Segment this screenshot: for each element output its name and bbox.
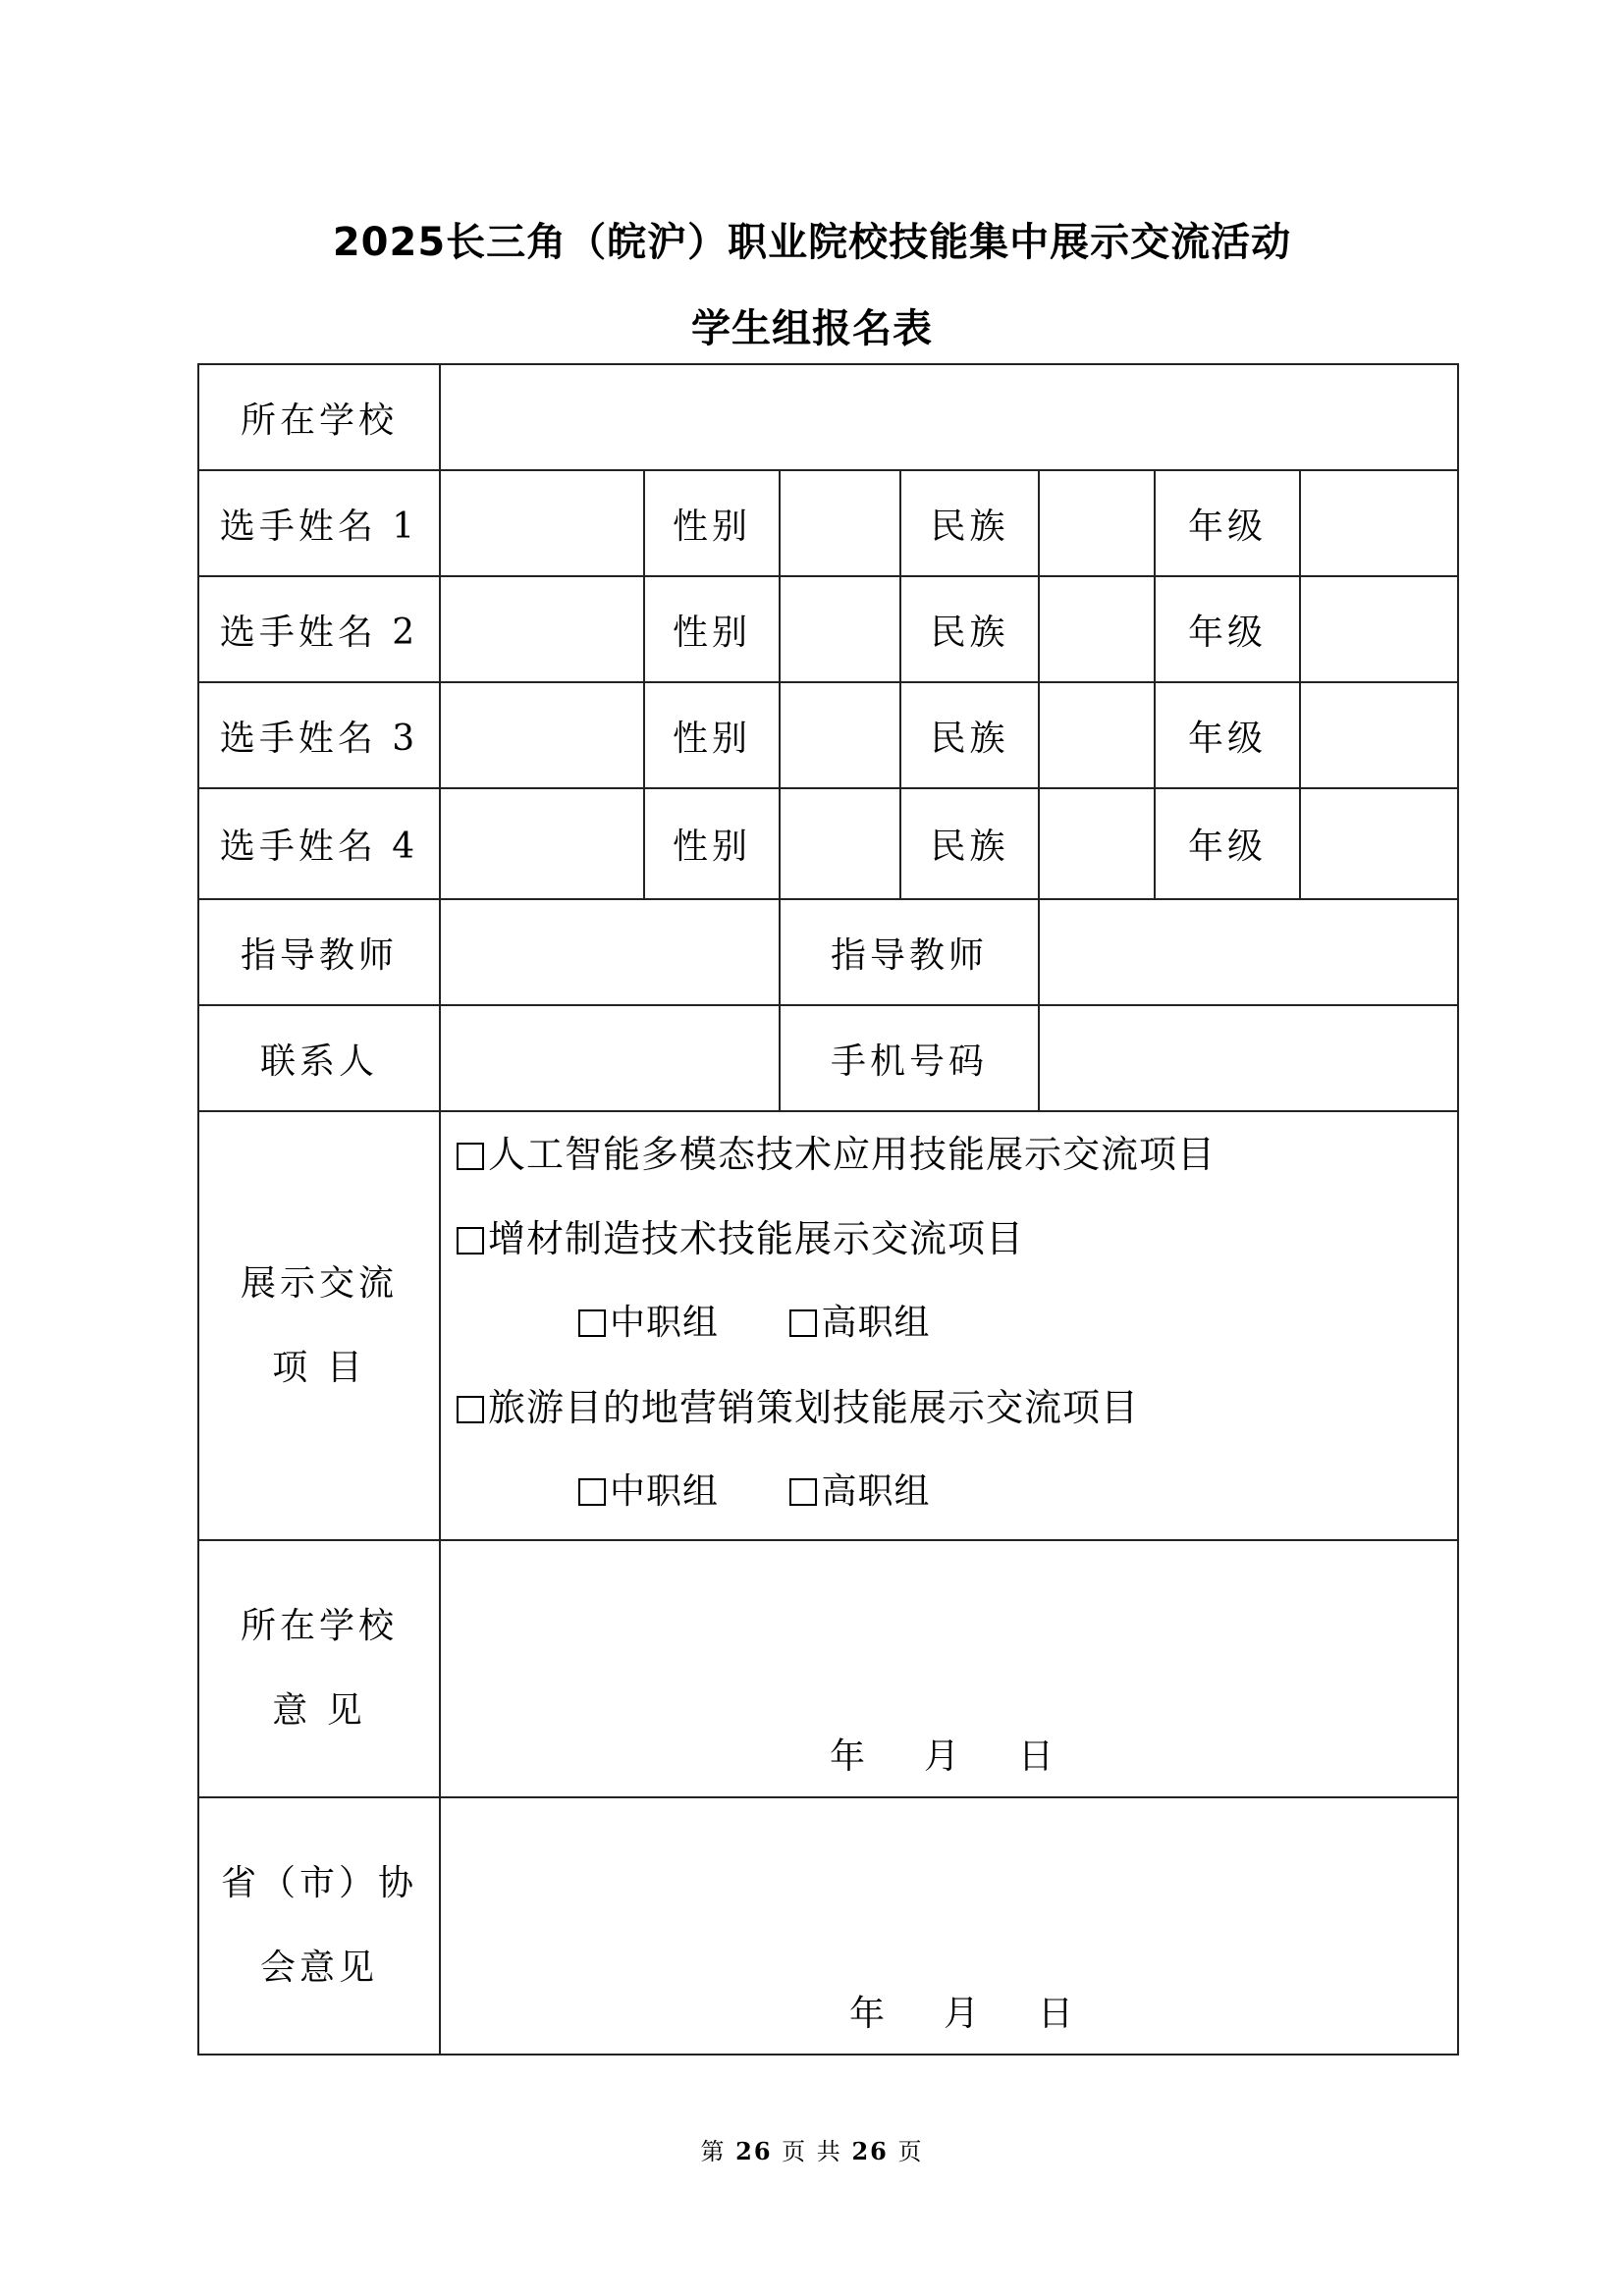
ethnicity-label: 民族: [900, 576, 1039, 682]
school-input-cell[interactable]: [440, 364, 1458, 470]
current-page-number: 26: [735, 2137, 773, 2165]
option-higher-label: 高职组: [821, 1303, 931, 1343]
grade-cell[interactable]: [1300, 682, 1458, 788]
association-opinion-label: [198, 1797, 440, 2055]
month-label: 月: [924, 1736, 960, 1777]
total-pages-number: 26: [851, 2137, 889, 2165]
player-row: [198, 470, 1458, 576]
player-name-label: 选手姓名 1: [198, 470, 440, 576]
checkbox-icon[interactable]: [578, 1309, 606, 1337]
ethnicity-cell[interactable]: [1039, 682, 1155, 788]
school-row: [198, 364, 1458, 470]
project-tourism[interactable]: [441, 1365, 1457, 1450]
instructor-row: [198, 899, 1458, 1005]
grade-cell[interactable]: [1300, 576, 1458, 682]
projects-cell: [440, 1111, 1458, 1540]
option-higher[interactable]: [789, 1281, 930, 1365]
player-name-label: 选手姓名 4: [198, 788, 440, 899]
association-opinion-date: [849, 1986, 1073, 2036]
projects-label-line1: 展示交流: [240, 1262, 398, 1304]
player-name-cell[interactable]: [440, 682, 644, 788]
checkbox-icon[interactable]: [578, 1478, 606, 1506]
option-secondary-label: 中职组: [610, 1471, 720, 1512]
year-label: 年: [830, 1736, 866, 1777]
association-opinion-label-line2: 会意见: [259, 1948, 378, 1988]
school-opinion-row: [198, 1540, 1458, 1797]
gender-cell[interactable]: [780, 682, 900, 788]
school-label: 所在学校: [198, 364, 440, 470]
project-ai[interactable]: [441, 1112, 1457, 1197]
player-name-cell[interactable]: [440, 470, 644, 576]
gender-label: 性别: [644, 470, 780, 576]
day-label: 日: [1018, 1736, 1055, 1777]
school-opinion-date: [830, 1729, 1054, 1779]
footer-prefix: 第: [700, 2138, 727, 2165]
gender-label: 性别: [644, 682, 780, 788]
instructor-label-1: 指导教师: [198, 899, 440, 1005]
checkbox-icon[interactable]: [789, 1478, 817, 1506]
school-opinion-cell[interactable]: [440, 1540, 1458, 1797]
instructor-cell-1[interactable]: [440, 899, 780, 1005]
option-secondary[interactable]: [578, 1281, 719, 1365]
option-higher[interactable]: [789, 1450, 930, 1534]
option-secondary[interactable]: [578, 1450, 719, 1534]
school-opinion-label: [198, 1540, 440, 1797]
player-row: [198, 576, 1458, 682]
year-label: 年: [849, 1994, 886, 2034]
association-opinion-row: [198, 1797, 1458, 2055]
projects-label: [198, 1111, 440, 1540]
grade-label: 年级: [1155, 682, 1300, 788]
grade-label: 年级: [1155, 470, 1300, 576]
footer-middle: 页 共: [782, 2138, 842, 2165]
player-name-cell[interactable]: [440, 576, 644, 682]
grade-cell[interactable]: [1300, 788, 1458, 899]
phone-label: 手机号码: [780, 1005, 1039, 1111]
page-footer: [0, 2132, 1624, 2166]
player-row: [198, 682, 1458, 788]
checkbox-icon[interactable]: [457, 1396, 484, 1423]
registration-table: [197, 363, 1459, 2056]
ethnicity-label: 民族: [900, 788, 1039, 899]
gender-label: 性别: [644, 576, 780, 682]
gender-cell[interactable]: [780, 576, 900, 682]
option-secondary-label: 中职组: [610, 1303, 720, 1343]
projects-label-line2: 项 目: [272, 1347, 366, 1388]
contact-row: [198, 1005, 1458, 1111]
project-additive[interactable]: [441, 1197, 1457, 1281]
contact-label: 联系人: [198, 1005, 440, 1111]
ethnicity-label: 民族: [900, 682, 1039, 788]
day-label: 日: [1038, 1994, 1074, 2034]
grade-cell[interactable]: [1300, 470, 1458, 576]
contact-cell[interactable]: [440, 1005, 780, 1111]
checkbox-icon[interactable]: [457, 1227, 484, 1255]
ethnicity-label: 民族: [900, 470, 1039, 576]
instructor-cell-2[interactable]: [1039, 899, 1458, 1005]
school-opinion-label-line1: 所在学校: [240, 1606, 398, 1646]
ethnicity-cell[interactable]: [1039, 788, 1155, 899]
project-additive-label: 增材制造技术技能展示交流项目: [488, 1217, 1025, 1260]
gender-cell[interactable]: [780, 470, 900, 576]
project-tourism-label: 旅游目的地营销策划技能展示交流项目: [488, 1386, 1140, 1429]
option-higher-label: 高职组: [821, 1471, 931, 1512]
player-name-label: 选手姓名 3: [198, 682, 440, 788]
month-label: 月: [944, 1994, 980, 2034]
instructor-label-2: 指导教师: [780, 899, 1039, 1005]
form-title: 2025长三角（皖沪）职业院校技能集中展示交流活动: [332, 220, 1292, 265]
form-subtitle: 学生组报名表: [691, 306, 933, 351]
checkbox-icon[interactable]: [789, 1309, 817, 1337]
player-name-label: 选手姓名 2: [198, 576, 440, 682]
checkbox-icon[interactable]: [457, 1143, 484, 1170]
projects-row: [198, 1111, 1458, 1540]
ethnicity-cell[interactable]: [1039, 576, 1155, 682]
player-row: [198, 788, 1458, 899]
gender-label: 性别: [644, 788, 780, 899]
project-ai-label: 人工智能多模态技术应用技能展示交流项目: [488, 1133, 1217, 1176]
grade-label: 年级: [1155, 576, 1300, 682]
ethnicity-cell[interactable]: [1039, 470, 1155, 576]
footer-suffix: 页: [897, 2138, 924, 2165]
phone-cell[interactable]: [1039, 1005, 1458, 1111]
association-opinion-cell[interactable]: [440, 1797, 1458, 2055]
grade-label: 年级: [1155, 788, 1300, 899]
player-name-cell[interactable]: [440, 788, 644, 899]
project-additive-options: [441, 1281, 1457, 1365]
gender-cell[interactable]: [780, 788, 900, 899]
project-tourism-options: [441, 1450, 1457, 1534]
school-opinion-label-line2: 意 见: [272, 1690, 366, 1731]
association-opinion-label-line1: 省（市）协: [220, 1863, 417, 1903]
